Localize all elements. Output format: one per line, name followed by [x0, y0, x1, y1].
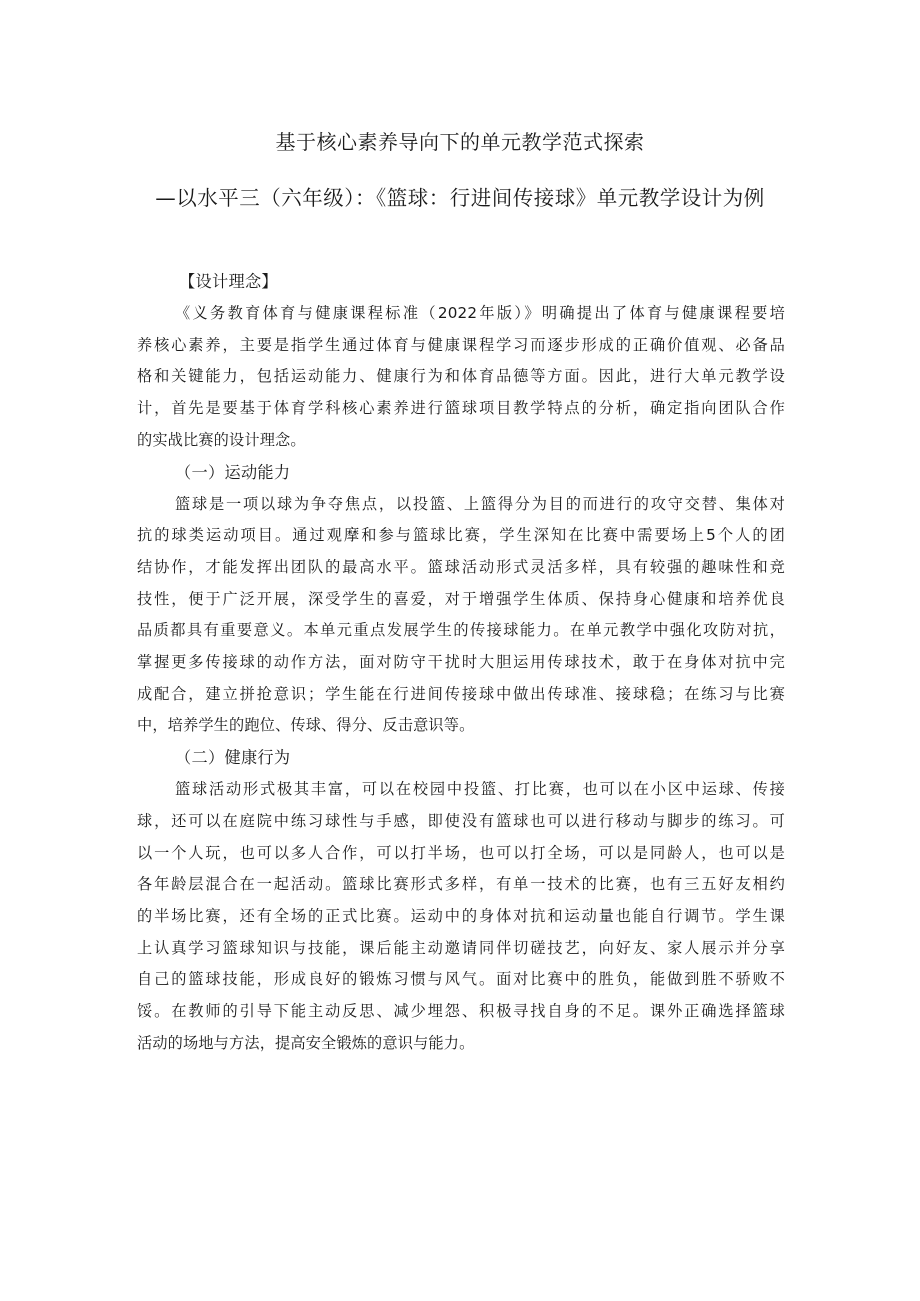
text-line: 成配合，建立拼抢意识；学生能在行进间传接球中做出传球准、接球稳；在练习与比赛 [137, 684, 785, 703]
text-line: 活动的场地与方法，提高安全锻炼的意识与能力。 [137, 1033, 475, 1052]
text-line: 球，还可以在庭院中练习球性与手感，即使没有篮球也可以进行移动与脚步的练习。可 [137, 811, 785, 830]
text-line: 结协作，才能发挥出团队的最高水平。篮球活动形式灵活多样，具有较强的趣味性和竞 [137, 557, 785, 576]
text-line: 上认真学习篮球知识与技能，课后能主动邀请同伴切磋技艺，向好友、家人展示并分享 [137, 938, 785, 957]
text-line: 格和关键能力，包括运动能力、健康行为和体育品德等方面。因此，进行大单元教学设 [137, 367, 785, 386]
text-line: 抗的球类运动项目。通过观摩和参与篮球比赛，学生深知在比赛中需要场上5个人的团 [137, 526, 785, 545]
text-line: 馁。在教师的引导下能主动反思、减少埋怨、积极寻找自身的不足。课外正确选择篮球 [137, 1002, 785, 1021]
text-line: 的实战比赛的设计理念。 [137, 430, 306, 449]
document-title: 基于核心素养导向下的单元教学范式探索 [275, 130, 645, 154]
section-heading-motor-ability: （一）运动能力 [175, 462, 291, 482]
document-subtitle: —以水平三（六年级）：《篮球：行进间传接球》单元教学设计为例 [155, 186, 765, 210]
text-line: 计，首先是要基于体育学科核心素养进行篮球项目教学特点的分析，确定指向团队合作 [137, 399, 785, 418]
text-line: 的半场比赛，还有全场的正式比赛。运动中的身体对抗和运动量也能自行调节。学生课 [137, 906, 785, 925]
text-line: 中，培养学生的跑位、传球、得分、反击意识等。 [137, 716, 475, 735]
text-line: 以一个人玩，也可以多人合作，可以打半场，也可以打全场，可以是同龄人，也可以是 [137, 843, 785, 862]
document-body [137, 266, 785, 1059]
text-line: 品质都具有重要意义。本单元重点发展学生的传接球能力。在单元教学中强化攻防对抗， [137, 621, 785, 640]
text-line: 技性，便于广泛开展，深受学生的喜爱，对于增强学生体质、保持身心健康和培养优良 [137, 589, 785, 608]
text-line: 《义务教育体育与健康课程标准（2022年版）》明确提出了体育与健康课程要培 [175, 304, 785, 322]
section-heading-health-behavior: （二）健康行为 [175, 748, 291, 768]
text-line: 篮球活动形式极其丰富，可以在校园中投篮、打比赛，也可以在小区中运球、传接 [175, 780, 785, 799]
text-line: 篮球是一项以球为争夺焦点，以投篮、上篮得分为目的而进行的攻守交替、集体对 [175, 494, 785, 513]
paragraph-design-concept [137, 298, 785, 457]
paragraph-motor-ability [137, 489, 785, 743]
text-line: 养核心素养，主要是指学生通过体育与健康课程学习而逐步形成的正确价值观、必备品 [137, 335, 785, 354]
text-line: 掌握更多传接球的动作方法，面对防守干扰时大胆运用传球技术，敢于在身体对抗中完 [137, 653, 785, 672]
paragraph-health-behavior [137, 774, 785, 1059]
text-line: 各年龄层混合在一起活动。篮球比赛形式多样，有单一技术的比赛，也有三五好友相约 [137, 875, 785, 894]
section-heading-design-concept: 【设计理念】 [179, 272, 278, 291]
text-line: 自己的篮球技能，形成良好的锻炼习惯与风气。面对比赛中的胜负，能做到胜不骄败不 [137, 970, 785, 989]
